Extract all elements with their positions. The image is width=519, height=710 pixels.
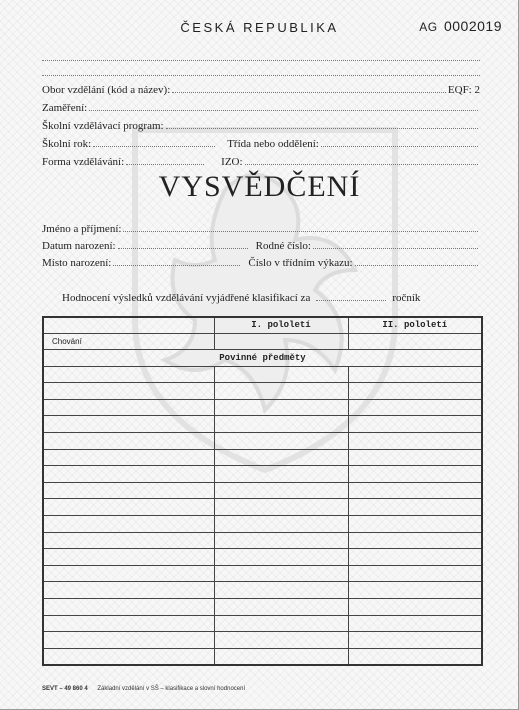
second-term-cell[interactable] — [348, 599, 482, 616]
second-term-cell[interactable] — [348, 482, 482, 499]
row-obor — [42, 80, 480, 96]
subject-row — [43, 615, 482, 632]
row-jmeno — [42, 219, 480, 235]
subject-cell[interactable] — [43, 615, 214, 632]
second-term-cell[interactable] — [348, 549, 482, 566]
misto-field[interactable] — [113, 265, 240, 266]
subject-cell[interactable] — [43, 632, 214, 649]
program-field[interactable] — [166, 128, 478, 129]
first-term-cell[interactable] — [214, 516, 348, 533]
eqf-label: EQF: 2 — [447, 84, 480, 96]
subject-row — [43, 599, 482, 616]
subject-row — [43, 366, 482, 383]
first-term-cell[interactable] — [214, 433, 348, 450]
second-term-cell[interactable] — [348, 499, 482, 516]
first-term-cell[interactable] — [214, 416, 348, 433]
country-heading: ČESKÁ REPUBLIKA — [180, 20, 339, 35]
first-term-cell[interactable] — [214, 449, 348, 466]
subject-row — [43, 399, 482, 416]
second-term-cell[interactable] — [348, 366, 482, 383]
first-term-cell[interactable] — [214, 648, 348, 665]
serial-value: 0002019 — [443, 18, 502, 34]
subject-row — [43, 383, 482, 400]
subject-cell[interactable] — [43, 433, 214, 450]
col-first-term: I. pololetí — [214, 317, 348, 333]
subject-row — [43, 449, 482, 466]
conduct-second-term[interactable] — [348, 333, 482, 350]
subject-cell[interactable] — [43, 399, 214, 416]
first-term-cell[interactable] — [214, 615, 348, 632]
first-term-cell[interactable] — [214, 399, 348, 416]
row-zamereni — [42, 98, 480, 114]
subject-cell[interactable] — [43, 599, 214, 616]
evaluation-line — [62, 290, 420, 304]
subject-row — [43, 499, 482, 516]
second-term-cell[interactable] — [348, 648, 482, 665]
subject-row — [43, 582, 482, 599]
first-term-cell[interactable] — [214, 582, 348, 599]
conduct-row — [43, 333, 482, 350]
first-term-cell[interactable] — [214, 599, 348, 616]
skolni-rok-field[interactable] — [93, 146, 215, 147]
subject-row — [43, 532, 482, 549]
subject-cell[interactable] — [43, 482, 214, 499]
row-misto — [42, 253, 480, 269]
second-term-cell[interactable] — [348, 615, 482, 632]
obor-label: Obor vzdělání (kód a název): — [42, 84, 171, 96]
subject-row — [43, 416, 482, 433]
subject-row — [43, 648, 482, 665]
subject-cell[interactable] — [43, 648, 214, 665]
subject-row — [43, 565, 482, 582]
first-term-cell[interactable] — [214, 466, 348, 483]
rodne-field[interactable] — [313, 248, 478, 249]
izo-label: IZO: — [221, 156, 243, 168]
izo-field[interactable] — [245, 164, 478, 165]
row-forma — [42, 152, 480, 168]
subject-cell[interactable] — [43, 549, 214, 566]
table-header-row — [43, 317, 482, 333]
first-term-cell[interactable] — [214, 366, 348, 383]
second-term-cell[interactable] — [348, 582, 482, 599]
first-term-cell[interactable] — [214, 549, 348, 566]
first-term-cell[interactable] — [214, 532, 348, 549]
zamereni-field[interactable] — [89, 110, 478, 111]
second-term-cell[interactable] — [348, 565, 482, 582]
first-term-cell[interactable] — [214, 565, 348, 582]
grades-table — [42, 316, 483, 666]
row-skolni-rok — [42, 134, 480, 150]
subject-cell[interactable] — [43, 499, 214, 516]
skolni-rok-label: Školní rok: — [42, 138, 92, 150]
trida-field[interactable] — [321, 146, 478, 147]
subject-cell[interactable] — [43, 565, 214, 582]
jmeno-field[interactable] — [123, 231, 478, 232]
school-address-line[interactable] — [42, 75, 480, 76]
cislo-field[interactable] — [355, 265, 478, 266]
second-term-cell[interactable] — [348, 632, 482, 649]
forma-label: Forma vzdělávání: — [42, 156, 125, 168]
first-term-cell[interactable] — [214, 499, 348, 516]
form-footer — [42, 686, 245, 692]
trida-label: Třída nebo oddělení: — [227, 138, 319, 150]
document-title: VYSVĚDČENÍ — [158, 170, 361, 203]
second-term-cell[interactable] — [348, 399, 482, 416]
first-term-cell[interactable] — [214, 482, 348, 499]
conduct-label: Chování — [43, 333, 214, 350]
col-second-term: II. pololetí — [348, 317, 482, 333]
first-term-cell[interactable] — [214, 383, 348, 400]
subject-cell[interactable] — [43, 582, 214, 599]
subject-cell[interactable] — [43, 466, 214, 483]
subject-row — [43, 433, 482, 450]
row-program — [42, 116, 480, 132]
forma-field[interactable] — [126, 164, 204, 165]
subject-cell[interactable] — [43, 516, 214, 533]
subject-row — [43, 482, 482, 499]
cislo-label: Číslo v třídním výkazu: — [248, 257, 353, 269]
form-code: SEVT – 49 860 4 — [42, 686, 88, 692]
evaluation-text: Hodnocení výsledků vzdělávání vyjádřené klasifikací za — [62, 292, 311, 304]
rodne-label: Rodné číslo: — [255, 240, 311, 252]
misto-label: Místo narození: — [42, 257, 112, 269]
second-term-cell[interactable] — [348, 433, 482, 450]
subject-cell[interactable] — [43, 383, 214, 400]
subject-cell[interactable] — [43, 449, 214, 466]
zamereni-label: Zaměření: — [42, 102, 88, 114]
section-heading: Povinné předměty — [43, 350, 482, 367]
conduct-first-term[interactable] — [214, 333, 348, 350]
second-term-cell[interactable] — [348, 383, 482, 400]
obor-field[interactable] — [172, 92, 446, 93]
subject-header-cell — [43, 317, 214, 333]
serial-prefix: AG — [419, 20, 438, 34]
evaluation-suffix: ročník — [392, 292, 421, 304]
subject-cell[interactable] — [43, 532, 214, 549]
second-term-cell[interactable] — [348, 449, 482, 466]
subject-row — [43, 466, 482, 483]
jmeno-label: Jméno a příjmení: — [42, 223, 122, 235]
first-term-cell[interactable] — [214, 632, 348, 649]
datum-label: Datum narození: — [42, 240, 116, 252]
second-term-cell[interactable] — [348, 416, 482, 433]
row-datum — [42, 236, 480, 252]
subject-row — [43, 632, 482, 649]
program-label: Školní vzdělávací program: — [42, 120, 164, 132]
subject-row — [43, 516, 482, 533]
second-term-cell[interactable] — [348, 532, 482, 549]
subject-row — [43, 549, 482, 566]
form-description: Základní vzdělání v SŠ – klasifikace a slovní hodnocení — [97, 686, 246, 692]
subject-cell[interactable] — [43, 416, 214, 433]
section-row — [43, 350, 482, 367]
second-term-cell[interactable] — [348, 466, 482, 483]
school-name-line[interactable] — [42, 60, 480, 61]
datum-field[interactable] — [118, 248, 248, 249]
second-term-cell[interactable] — [348, 516, 482, 533]
serial-number — [419, 18, 502, 34]
subject-cell[interactable] — [43, 366, 214, 383]
grade-year-field[interactable] — [316, 300, 386, 301]
